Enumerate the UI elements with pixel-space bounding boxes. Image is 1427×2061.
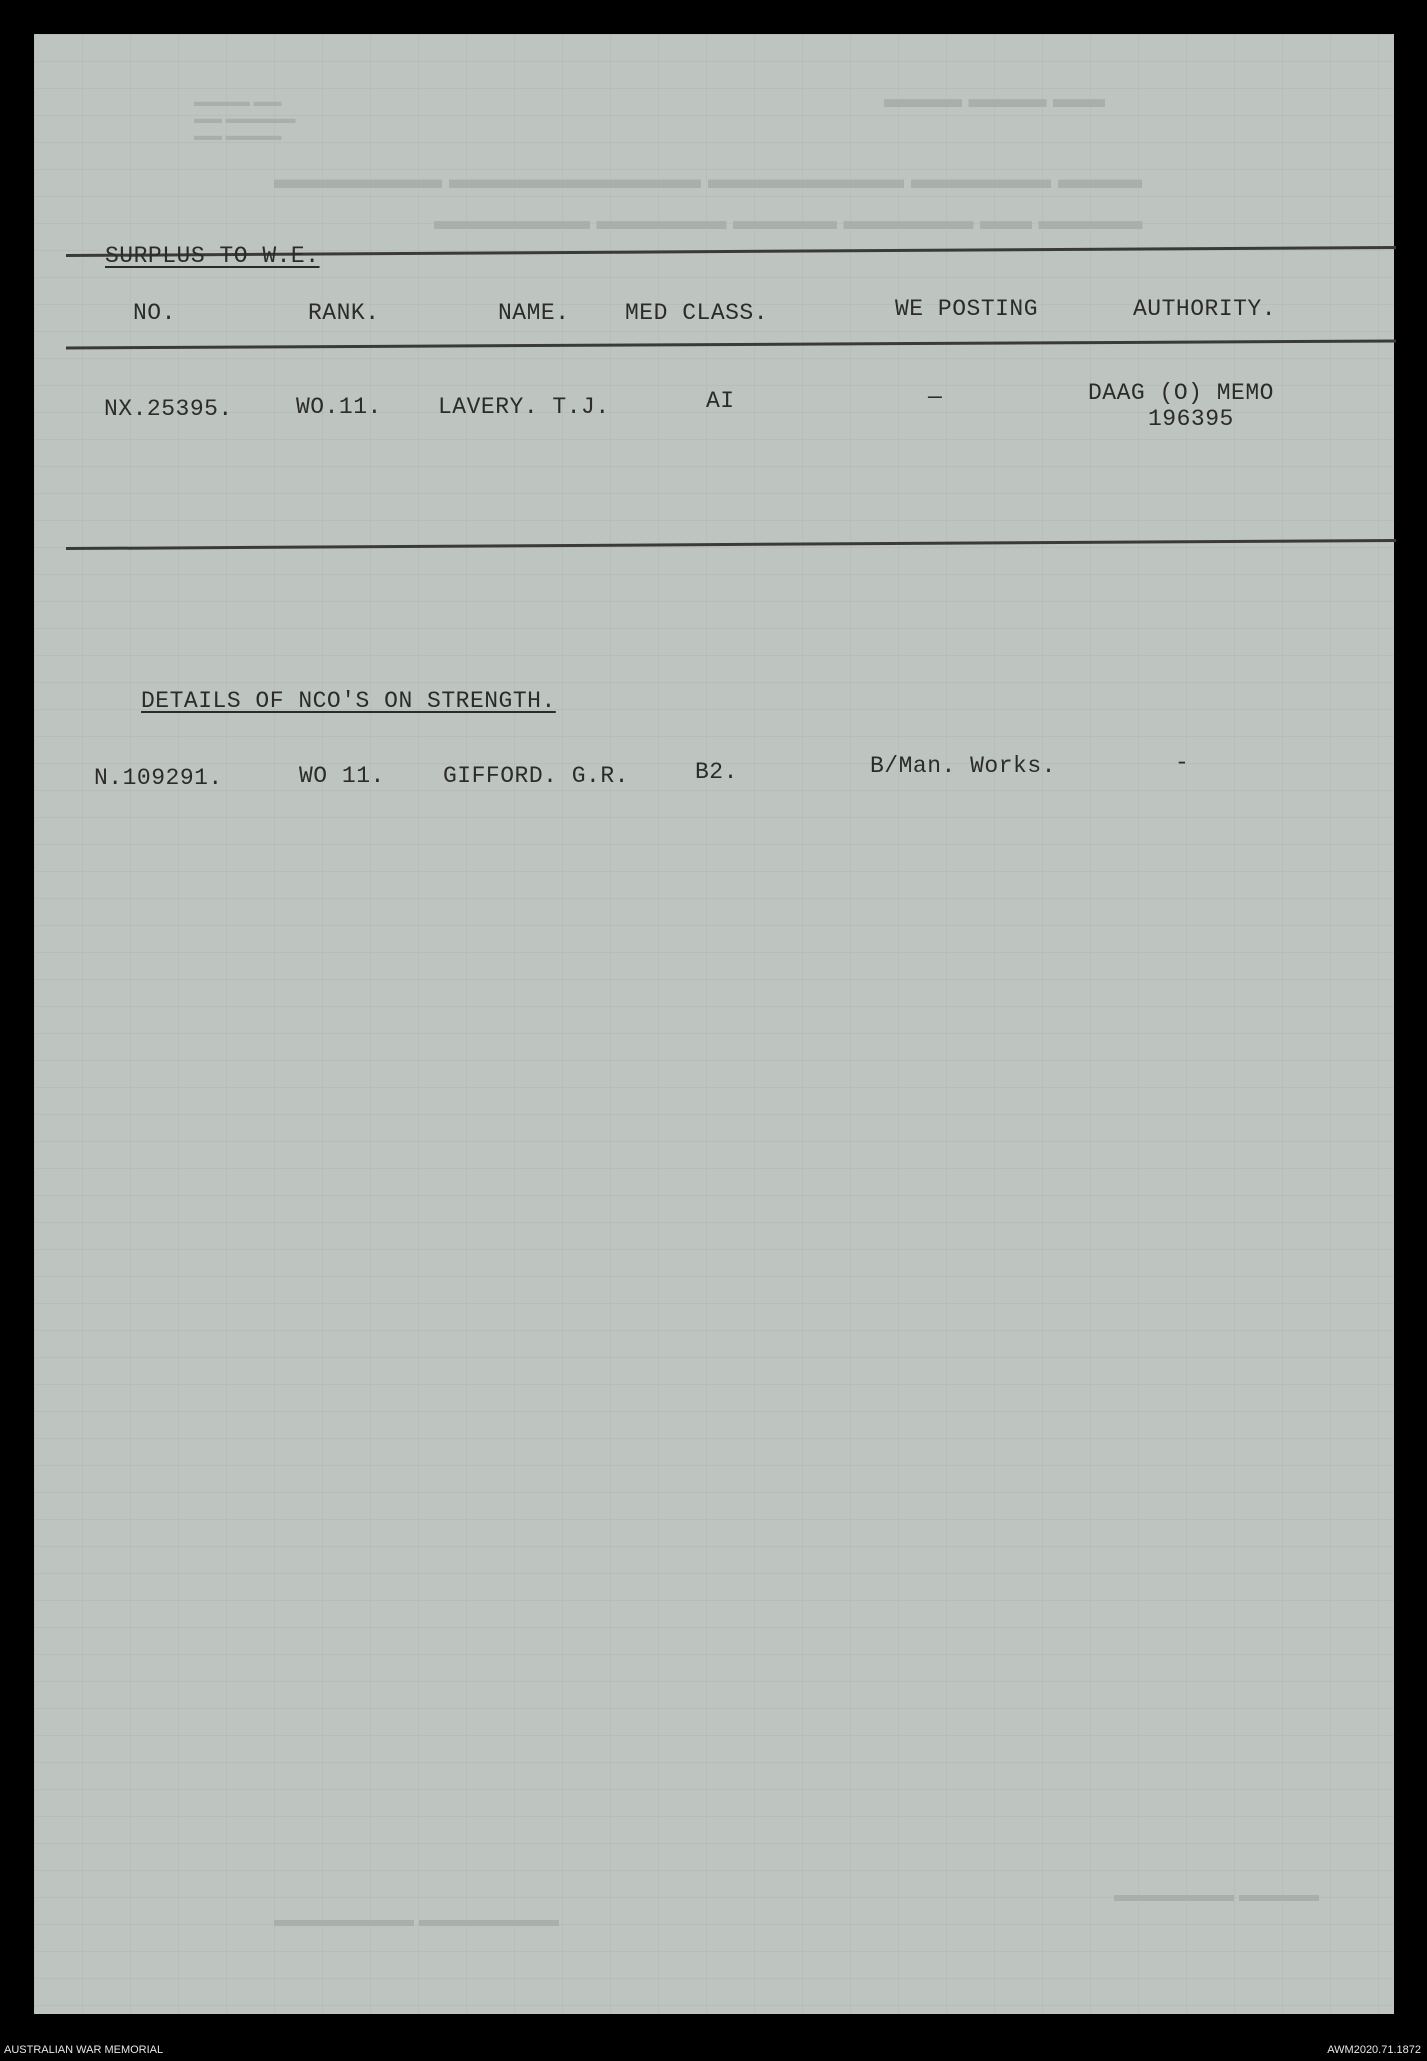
- column-header-rank: RANK.: [308, 300, 380, 326]
- column-header-we-posting: WE POSTING: [895, 296, 1039, 322]
- surplus-heading: SURPLUS TO W.E.: [105, 243, 320, 269]
- nco-row-authority: -: [1175, 750, 1190, 776]
- nco-heading: DETAILS OF NCO'S ON STRENGTH.: [141, 688, 556, 714]
- column-header-med-class: MED CLASS.: [625, 300, 769, 326]
- bleed-through-mark: ▬▬ ▬▬▬ ▬▬▬: [884, 84, 1105, 113]
- column-header-no: NO.: [133, 300, 176, 326]
- document-sheet: [34, 34, 1394, 2014]
- nco-row-no: N.109291.: [94, 765, 223, 791]
- surplus-row-authority: DAAG (O) MEMO: [1088, 380, 1274, 406]
- surplus-row-name: LAVERY. T.J.: [438, 394, 610, 420]
- column-header-authority: AUTHORITY.: [1133, 296, 1277, 322]
- surplus-row-rank: WO.11.: [296, 394, 382, 420]
- surplus-row-posting: —: [928, 384, 943, 410]
- nco-row-posting: B/Man. Works.: [870, 753, 1056, 779]
- bleed-through-mark: ▬▬ ▬▬▬▬ ▬▬▬▬▬ ▬▬ ▬▬▬▬ ▬▬: [194, 95, 296, 144]
- bleed-through-mark: ▬▬▬▬ ▬▬ ▬▬▬▬▬ ▬▬▬▬ ▬▬▬▬▬ ▬▬▬▬▬▬: [434, 206, 1143, 235]
- column-header-name: NAME.: [498, 300, 570, 326]
- footer-bar: [0, 2041, 1427, 2061]
- surplus-row-authority-ref: 196395: [1148, 406, 1234, 432]
- bleed-through-mark: ▬▬▬▬ ▬▬▬▬▬▬: [1114, 1884, 1319, 1906]
- nco-row-name: GIFFORD. G.R.: [443, 763, 629, 789]
- nco-row-med-class: B2.: [695, 759, 738, 785]
- nco-row-rank: WO 11.: [299, 763, 385, 789]
- footer-accession: AWM2020.71.1872: [1327, 2044, 1421, 2056]
- bleed-through-mark: ▬▬▬ ▬▬▬▬▬ ▬▬▬▬▬▬▬ ▬▬▬▬▬▬▬▬▬ ▬▬▬▬▬▬: [274, 164, 1142, 195]
- bleed-through-mark: ▬▬▬▬▬▬▬ ▬▬▬▬▬▬▬: [274, 1909, 559, 1931]
- surplus-row-med-class: AI: [706, 388, 735, 414]
- surplus-row-no: NX.25395.: [104, 396, 233, 422]
- footer-credit: AUSTRALIAN WAR MEMORIAL: [4, 2044, 164, 2056]
